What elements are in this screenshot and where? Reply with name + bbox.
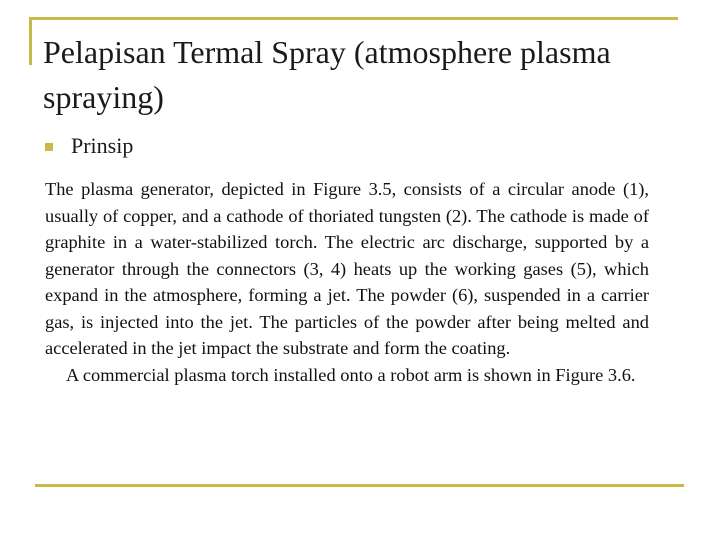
slide-title: Pelapisan Termal Spray (atmosphere plasma spraying) bbox=[43, 34, 611, 115]
slide-frame-left-rule bbox=[29, 17, 32, 65]
slide-frame-bottom-rule bbox=[35, 484, 684, 487]
bullet-label: Prinsip bbox=[71, 133, 134, 158]
slide-frame-top-rule bbox=[29, 17, 678, 20]
excerpt-paragraph-1: The plasma generator, depicted in Figure 3.5, consists of a circular anode (1), usually of copper, and a cathode of thoriated tungsten (2). The cathode is made of graphite in a water-stabilized torch. The electric arc discharge, supported by a generator through the connectors (3, 4) heats up the working gases (5), which expand in the atmosphere, forming a jet. The powder (6), suspended in a carrier gas, is injected into the jet. The particles of the powder after being melted and accelerated in the jet impact the substrate and form the coating. bbox=[45, 179, 649, 358]
excerpt-paragraph-2: A commercial plasma torch installed onto a robot arm is shown in Figure 3.6. bbox=[66, 364, 636, 385]
book-excerpt bbox=[45, 176, 649, 388]
bullet-item bbox=[45, 130, 133, 162]
square-bullet-icon bbox=[45, 143, 53, 151]
